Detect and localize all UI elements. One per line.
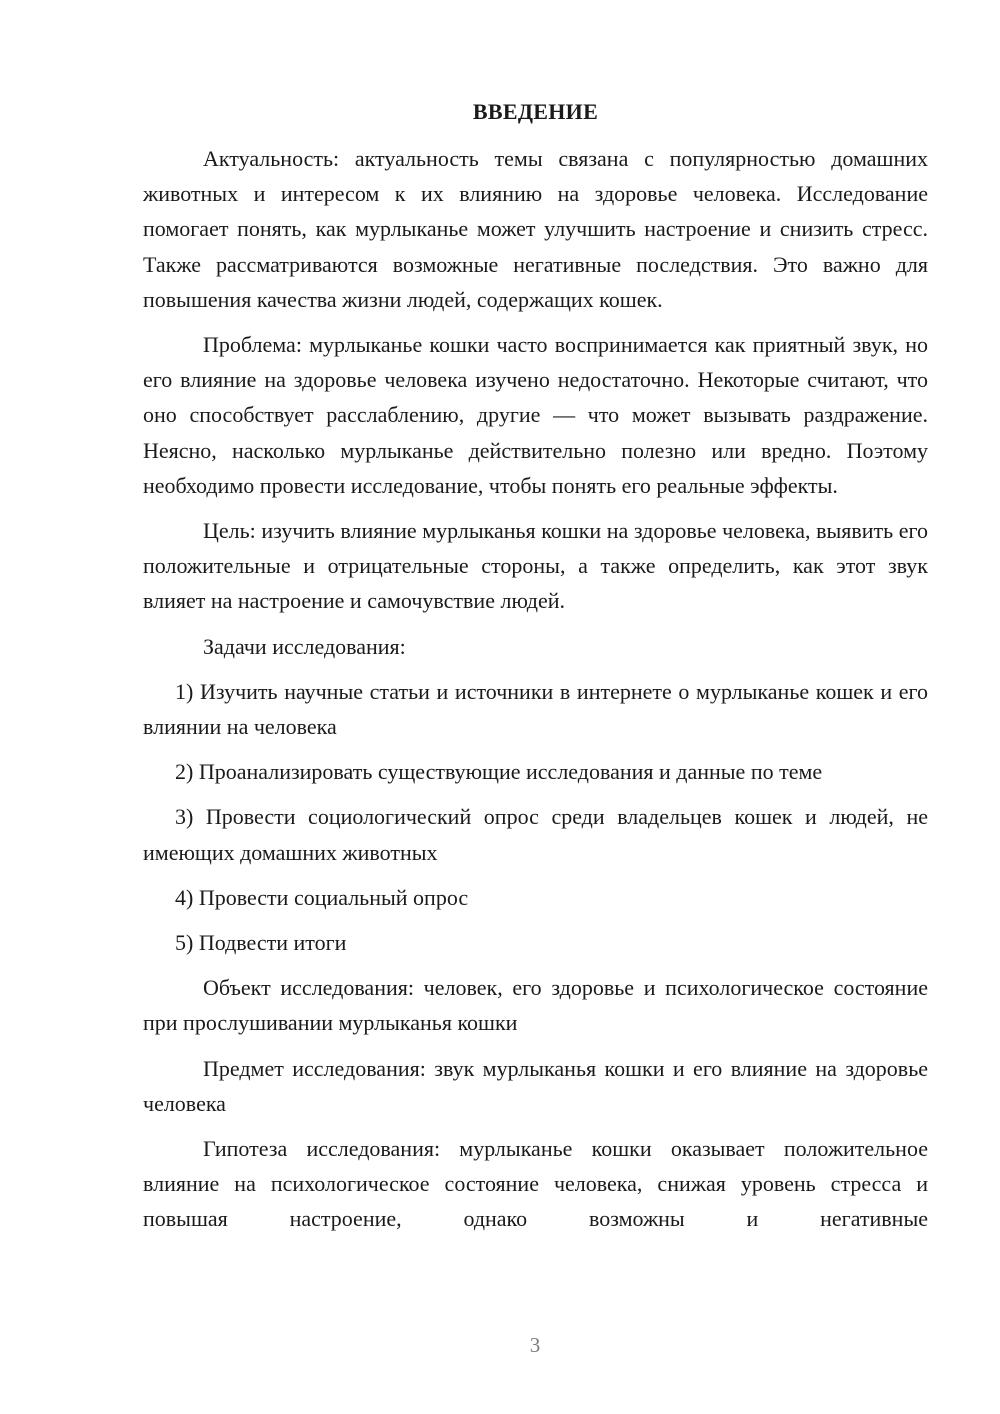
paragraph-object: Объект исследования: человек, его здоровье и психологическое состояние при прослушивании мурлыканья кошки	[143, 975, 928, 1036]
paragraph-subject: Предмет исследования: звук мурлыканья кошки и его влияние на здоровье человека	[143, 1055, 928, 1116]
paragraph-goal: Цель: изучить влияние мурлыканья кошки на здоровье человека, выявить его положительные и отрицательные стороны, а также определить, как этот звук влияет на настроение и самочувствие людей.	[143, 518, 928, 614]
task-item-3: 3) Провести социологический опрос среди владельцев кошек и людей, не имеющих домашних животных	[143, 804, 928, 865]
paragraph-problem: Проблема: мурлыканье кошки часто воспринимается как приятный звук, но его влияние на здоровье человека изучено недостаточно. Некоторые считают, что оно способствует расслаблению, другие — что может вызывать раздражение. Неясно, насколько мурлыканье действительно полезно или вредно. Поэтому необходимо провести исследование, чтобы понять его реальные эффекты.	[143, 332, 928, 498]
task-item-1: 1) Изучить научные статьи и источники в интернете о мурлыканье кошек и его влиянии на человека	[143, 678, 928, 740]
paragraph-hypothesis: Гипотеза исследования: мурлыканье кошки оказывает положительное влияние на психологическое состояние человека, снижая уровень стресса и повышая настроение, однако возможны и негативные	[143, 1136, 928, 1232]
task-item-4: 4) Провести социальный опрос	[175, 884, 469, 910]
task-item-5: 5) Подвести итоги	[175, 930, 347, 956]
tasks-heading: Задачи исследования:	[203, 633, 406, 659]
paragraph-relevance: Актуальность: актуальность темы связана с популярностью домашних животных и интересом к их влиянию на здоровье человека. Исследование помогает понять, как мурлыканье может улучшить настроение и снизить стресс. Также рассматриваются возможные негативные последствия. Это важно для повышения качества жизни людей, содержащих кошек.	[143, 146, 928, 312]
task-item-2: 2) Проанализировать существующие исследования и данные по теме	[175, 759, 823, 785]
page-number: 3	[529, 1333, 541, 1357]
document-page	[143, 94, 928, 1237]
page-title: ВВЕДЕНИЕ	[472, 99, 599, 124]
